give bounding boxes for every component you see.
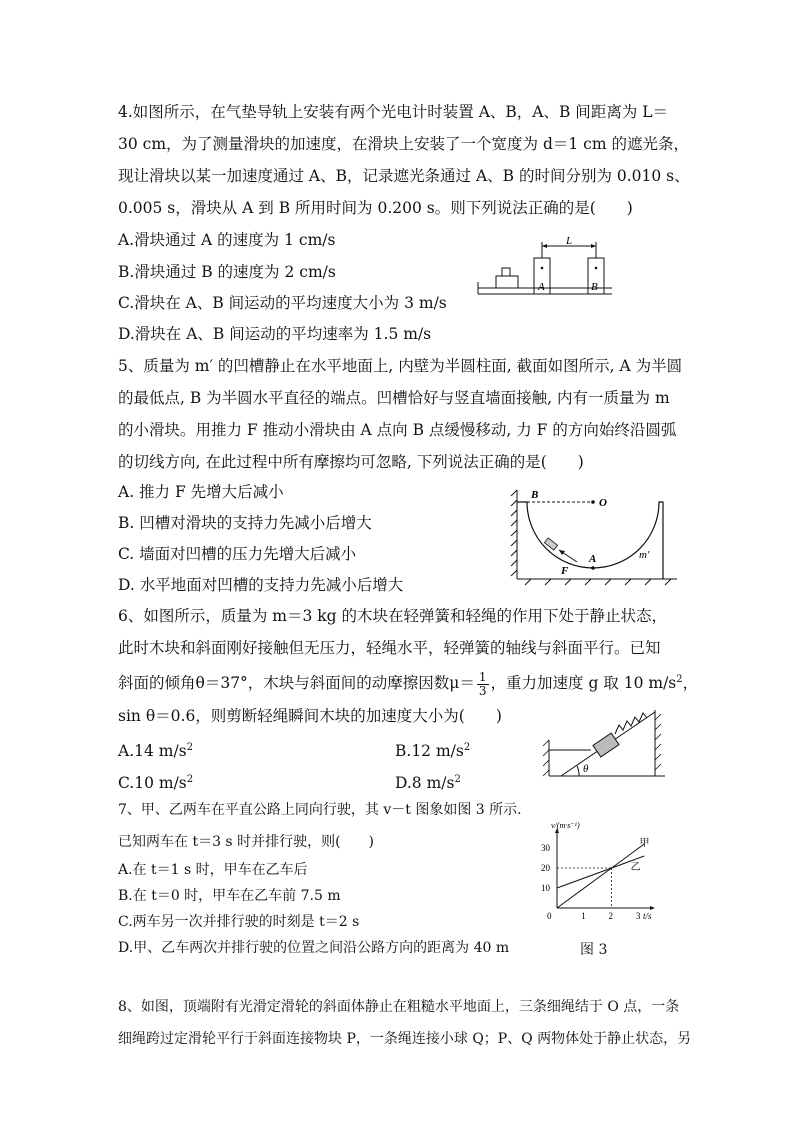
q5-stem-line-3: 的小滑块。用推力 F 推动小滑块由 A 点向 B 点缓慢移动, 力 F 的方向始终沿圆弧 [118, 421, 677, 439]
q5-label-b: B [531, 489, 539, 501]
q6-option-a: A.14 $m/s^2$ [118, 742, 194, 761]
q7-option-b: B.在 t＝0 时，甲车在乙车前 7.5 m [118, 888, 341, 904]
q4-stem-line-1: 4.如图所示，在气垫导轨上安装有两个光电计时装置 A、B，A、B 间距离为 L＝ [118, 103, 669, 121]
q7-option-c: C.两车另一次并排行驶的时刻是 t＝2 s [118, 914, 360, 930]
q5-label-o: O [599, 497, 607, 509]
q4-air-track-figure [470, 236, 620, 298]
q6-label-theta: θ [583, 763, 589, 775]
q4-label-a: A [538, 281, 545, 293]
q4-stem-line-4: 0.005 s，滑块从 A 到 B 所用时间为 0.200 s。则下列说法正确的是( ) [118, 199, 633, 217]
mu-fraction [477, 671, 489, 698]
q7-figure-caption: 图 3 [580, 942, 608, 958]
mu-denominator: 3 [478, 683, 487, 698]
q7-option-a: A.在 t＝1 s 时，甲车在乙车后 [118, 862, 308, 878]
series-label-2: 乙 [630, 862, 641, 873]
x-axis-label: t/s [643, 911, 652, 921]
q6-option-b: B.12 $m/s^2$ [395, 742, 471, 761]
q7-stem-line-2: 已知两车在 t＝3 s 时并排行驶，则( ) [118, 834, 374, 850]
q5-stem-line-2: 的最低点, B 为半圆水平直径的端点。凹槽恰好与竖直墙面接触, 内有一质量为 m [118, 389, 670, 407]
q5-option-c: C. 墙面对凹槽的压力先增大后减小 [118, 545, 357, 563]
q7-vt-chart [535, 821, 665, 922]
q5-stem-line-1: 5、质量为 m′ 的凹槽静止在水平地面上, 内壁为半圆柱面, 截面如图所示, A 为半圆 [118, 357, 683, 375]
mu-numerator: 1 [478, 669, 487, 684]
q6-stem-line-1: 6、如图所示，质量为 m＝3 kg 的木块在轻弹簧和轻绳的作用下处于静止状态， [118, 607, 668, 625]
series-label-1: 甲 [639, 838, 650, 849]
q4-stem-line-2: 30 cm，为了测量滑块的加速度，在滑块上安装了一个宽度为 d＝1 cm 的遮光条， [118, 135, 689, 153]
q6-option-c: C.10 $m/s^2$ [118, 774, 194, 793]
x-tick-label: 2 [608, 911, 614, 921]
q5-label-a: A [589, 553, 597, 565]
y-tick-label: 30 [541, 843, 550, 853]
q6-stem-line-4: sin θ＝0.6，则剪断轻绳瞬间木块的加速度大小为( ) [118, 707, 502, 725]
q4-option-c: C.滑块在 A、B 间运动的平均速度大小为 3 m/s [118, 294, 447, 312]
q6-stem-line-3-post: ，重力加速度 g 取 10 m/s [490, 674, 677, 693]
y-axis-label: v/(m·s⁻¹) [551, 821, 580, 830]
q6-stem-line-3-pre: 斜面的倾角θ＝37°，木块与斜面间的动摩擦因数μ＝ [118, 674, 475, 693]
q5-groove-figure [505, 484, 680, 582]
q6-option-d: D.8 $m/s^2$ [395, 774, 461, 793]
q6-stem-line-3 [118, 670, 698, 698]
x-tick-label: 0 [547, 911, 552, 921]
x-tick-label: 3 [635, 911, 641, 921]
q6-stem-line-3-square: 2 [676, 674, 683, 685]
q8-stem-line-2: 细绳跨过定滑轮平行于斜面连接物块 P，一条绳连接小球 Q；P、Q 两物体处于静止状态，另 [118, 1031, 692, 1047]
q5-option-d: D. 水平地面对凹槽的支持力先减小后增大 [118, 576, 404, 594]
q5-stem-line-4: 的切线方向, 在此过程中所有摩擦均可忽略, 下列说法正确的是( ) [118, 453, 584, 471]
q6-stem-line-3-comma: ， [682, 674, 699, 693]
series-line-1 [557, 844, 644, 908]
q8-stem-line-1: 8、如图，顶端附有光滑定滑轮的斜面体静止在粗糙水平地面上，三条细绳结于 O 点，一条 [118, 999, 680, 1015]
q5-option-a: A. 推力 F 先增大后减小 [118, 483, 284, 501]
y-tick-label: 20 [541, 863, 550, 873]
x-axis-arrow [650, 906, 655, 910]
q5-label-f: F [561, 565, 569, 577]
q4-option-a: A.滑块通过 A 的速度为 1 cm/s [118, 231, 336, 249]
x-tick-label: 1 [581, 911, 586, 921]
q6-stem-line-2: 此时木块和斜面刚好接触但无压力，轻绳水平，轻弹簧的轴线与斜面平行。已知 [118, 639, 661, 657]
q4-option-b: B.滑块通过 B 的速度为 2 cm/s [118, 263, 336, 281]
q7-option-d: D.甲、乙车两次并排行驶的位置之间沿公路方向的距离为 40 m [118, 940, 510, 956]
q4-label-b: B [591, 281, 598, 293]
q5-label-m: m′ [639, 549, 650, 561]
q6-incline-figure [543, 704, 673, 782]
y-tick-label: 10 [541, 883, 550, 893]
q4-stem-line-3: 现让滑块以某一加速度通过 A、B，记录遮光条通过 A、B 的时间分别为 0.010 s、 [118, 167, 690, 185]
q4-option-d: D.滑块在 A、B 间运动的平均速率为 1.5 m/s [118, 325, 432, 343]
q7-stem-line-1: 7、甲、乙两车在平直公路上同向行驶，其 v－t 图象如图 3 所示. [118, 802, 522, 818]
q4-label-l: L [566, 235, 573, 247]
q5-option-b: B. 凹槽对滑块的支持力先减小后增大 [118, 514, 372, 532]
